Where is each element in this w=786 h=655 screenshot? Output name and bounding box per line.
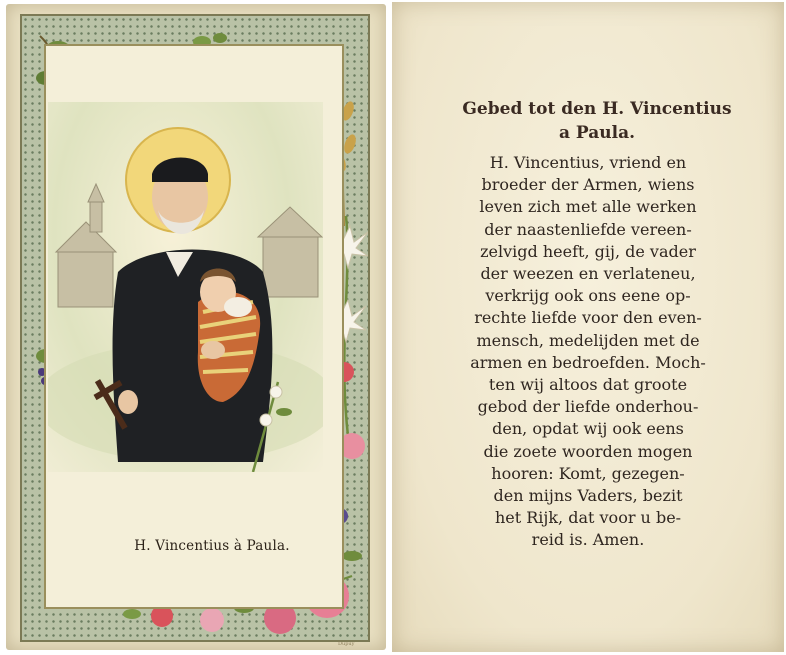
prayer-line: gebod der liefde onderhou- xyxy=(477,397,699,417)
prayer-title: Gebed tot den H. Vincentius a Paula. xyxy=(462,99,732,143)
prayer-line: den mijns Vaders, bezit xyxy=(493,486,683,506)
saint-illustration xyxy=(48,102,323,472)
prayer-line: reid is. Amen. xyxy=(531,530,645,550)
prayer-text xyxy=(392,152,784,552)
prayer-line: broeder der Armen, wiens xyxy=(481,175,695,195)
prayer-line: ten wij altoos dat groote xyxy=(488,375,688,395)
holy-card-back xyxy=(392,2,784,652)
prayer-line: armen en bedroefden. Moch- xyxy=(470,352,706,372)
prayer-line: verkrijg ook ons eene op- xyxy=(485,286,691,306)
prayer-line: het Rijk, dat voor u be- xyxy=(494,508,682,528)
prayer-line: der weezen en verlateneu, xyxy=(480,264,696,284)
prayer-line: H. Vincentius, vriend en xyxy=(489,153,687,172)
ornamental-border xyxy=(20,14,370,642)
prayer-line: die zoete woorden mogen xyxy=(483,441,693,461)
prayer-line: rechte liefde voor den even- xyxy=(474,308,702,328)
prayer-line: leven zich met alle werken xyxy=(479,197,697,217)
prayer-line: den, opdat wij ook eens xyxy=(492,419,684,439)
printer-mark: Dupuy xyxy=(338,641,355,647)
holy-card-front xyxy=(6,4,386,650)
prayer-line: der naastenliefde vereen- xyxy=(484,219,692,239)
image-caption: H. Vincentius à Paula. xyxy=(134,538,290,554)
prayer-line: hooren: Komt, gezegen- xyxy=(491,463,685,483)
prayer-line: mensch, medelijden met de xyxy=(476,330,700,350)
prayer-line: zelvigd heeft, gij, de vader xyxy=(480,241,696,261)
